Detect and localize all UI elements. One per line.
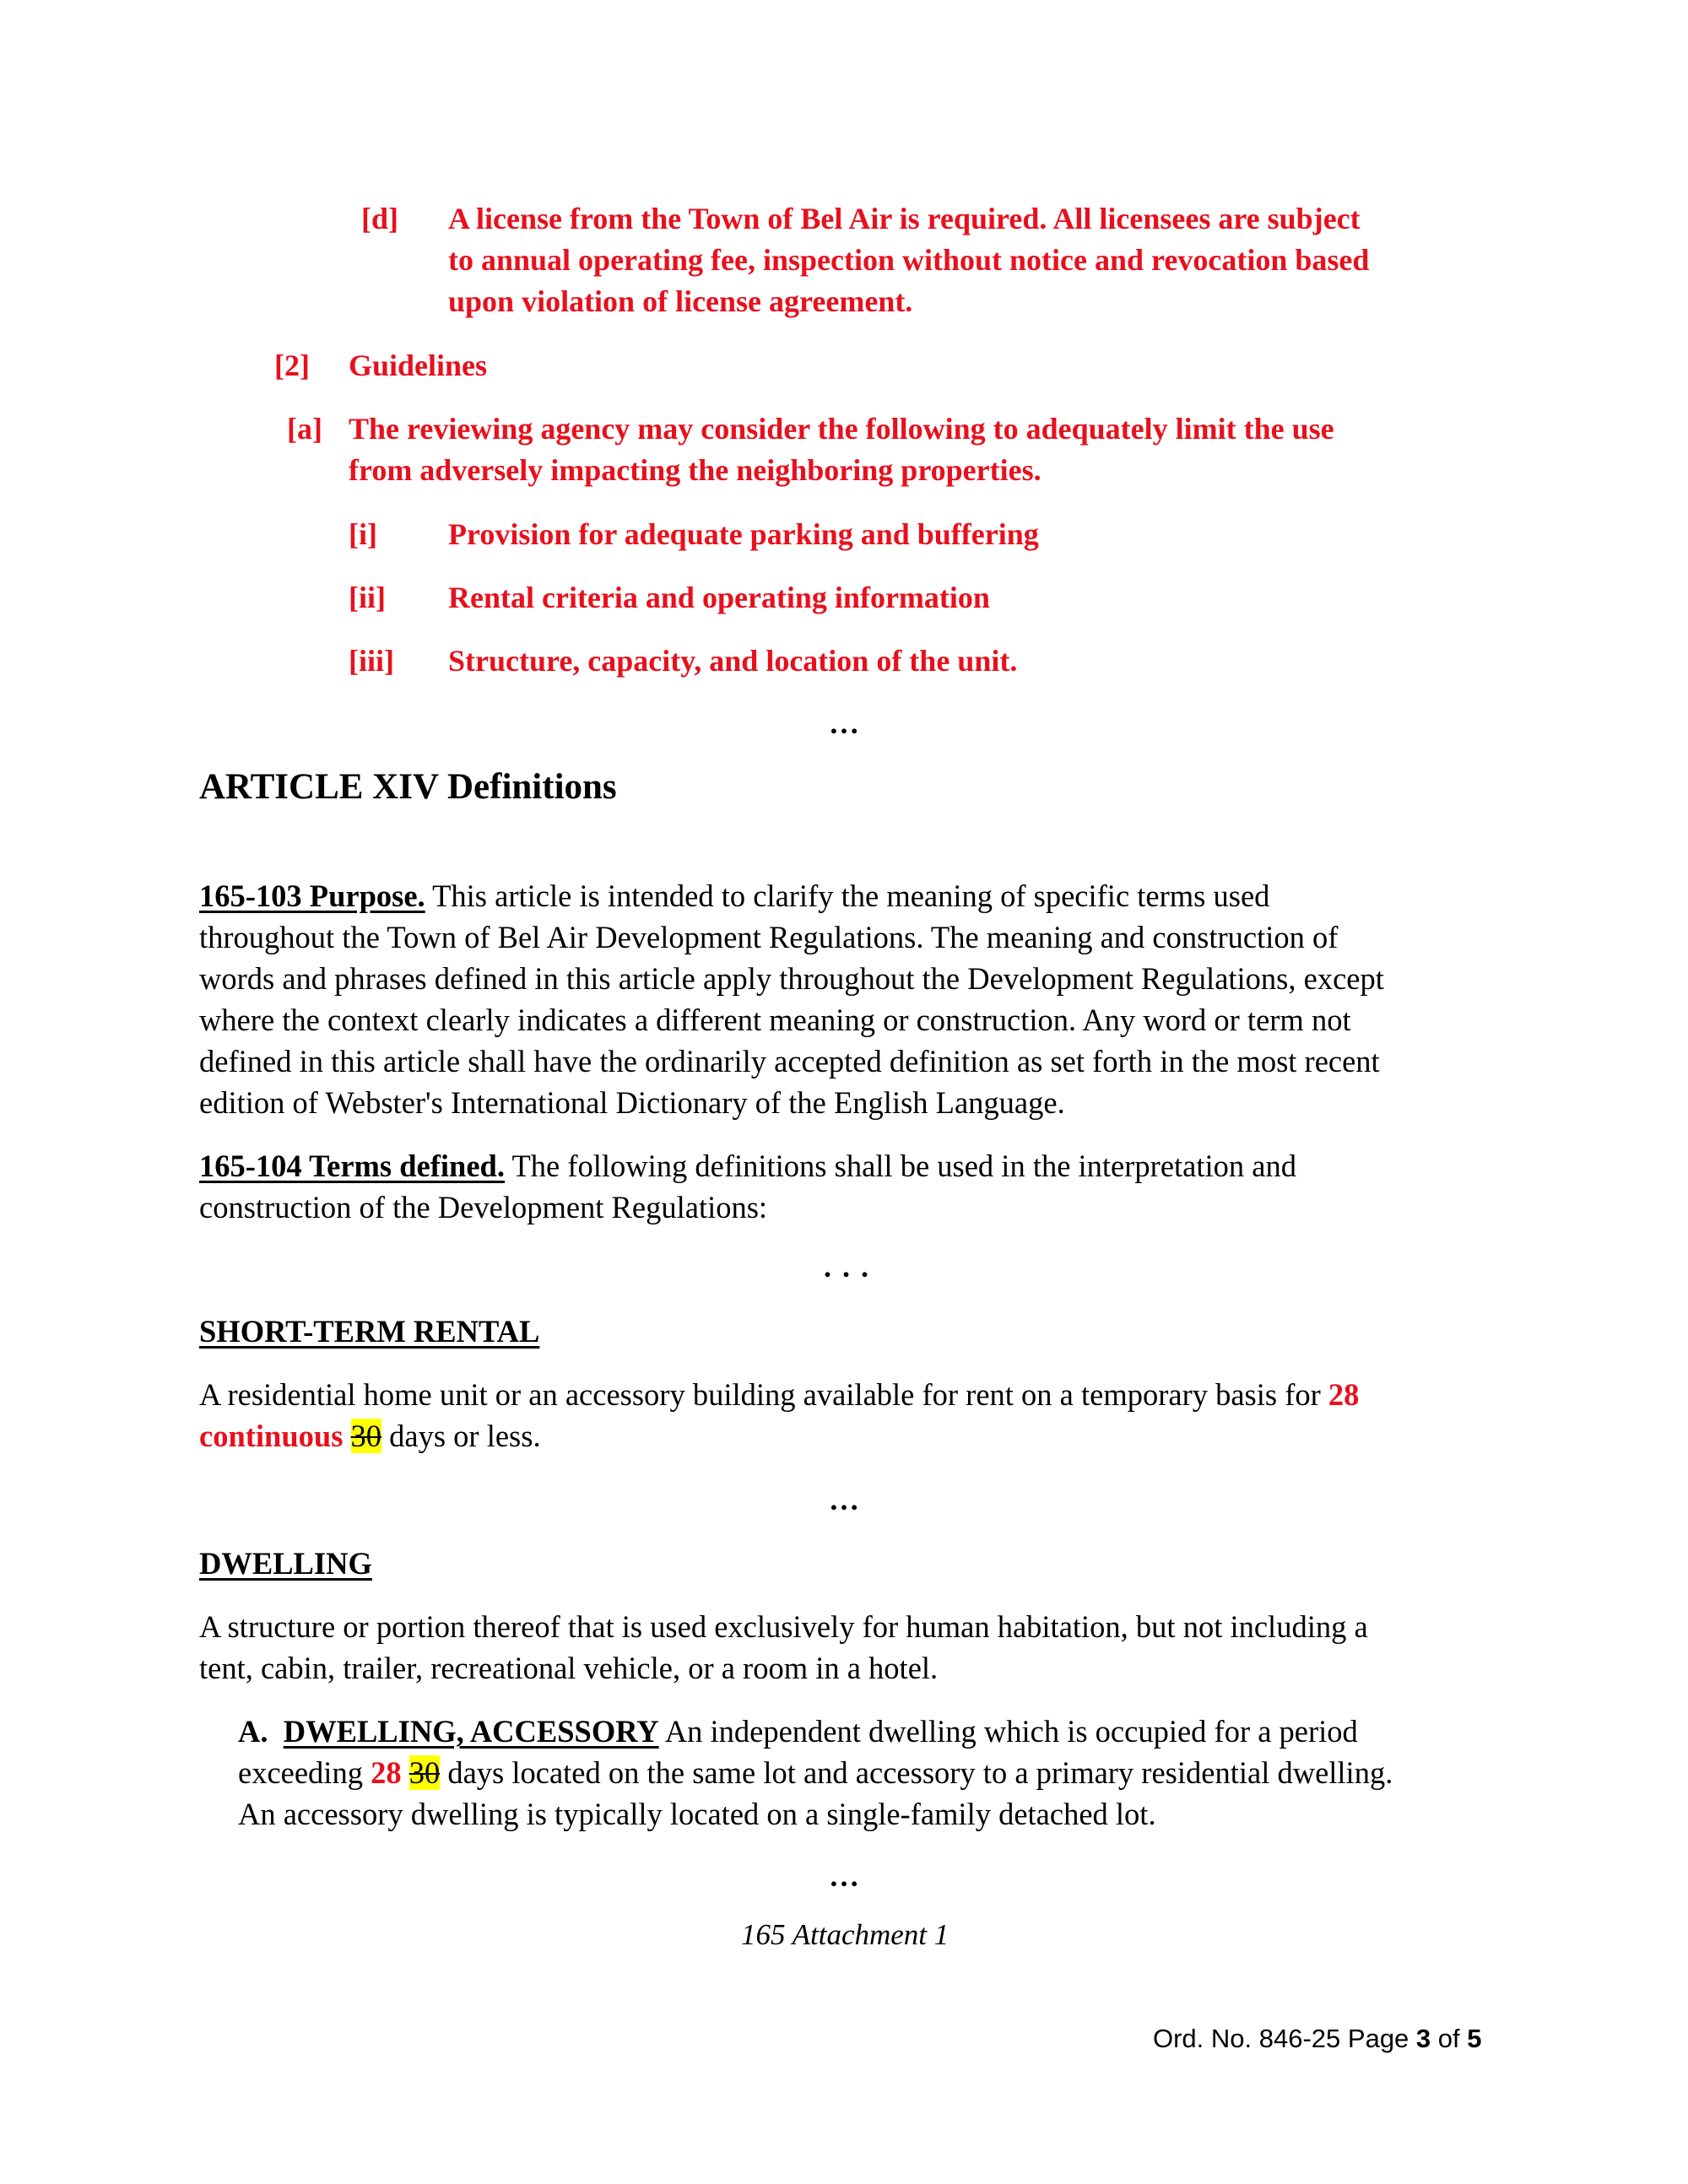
accessory-text: An independent dwelling which is occupied for a period [658,1714,1358,1749]
article-heading: ARTICLE XIV Definitions [199,767,617,807]
ellipsis: … [829,1859,861,1893]
short-term-rental-inserted-word: continuous [199,1419,344,1453]
license-item-line-2: to annual operating fee, inspection without notice and revocation based [448,243,1370,277]
guidelines-title: Guidelines [349,349,488,382]
guideline-item-marker: [ii] [349,581,386,614]
ord-prefix: Ord. No. 846-25 Page [1153,2024,1416,2053]
guideline-item-marker: [iii] [349,644,394,678]
guideline-item-text: Rental criteria and operating information [448,581,990,614]
accessory-struck-value: 30 [408,1755,441,1790]
accessory-text-start: exceeding [238,1755,371,1790]
terms-paragraph-line-1 [199,1145,1296,1187]
accessory-marker: A. [238,1714,268,1749]
purpose-line: where the context clearly indicates a different meaning or construction. Any word or term not [199,1003,1351,1037]
page-of: of [1431,2024,1468,2053]
terms-line: construction of the Development Regulations: [199,1190,768,1224]
ellipsis: … [829,1483,861,1516]
guideline-a-line-2: from adversely impacting the neighboring properties. [349,453,1041,487]
license-item-line-3: upon violation of license agreement. [448,284,913,318]
short-term-rental-text: A residential home unit or an accessory building available for rent on a temporary basis for [199,1377,1328,1412]
guideline-a-line-1: The reviewing agency may consider the following to adequately limit the use [349,412,1334,446]
attachment-footer: 165 Attachment 1 [741,1918,950,1951]
terms-section-label: 165-104 Terms defined. [199,1149,505,1183]
short-term-rental-new-value: 28 [1328,1377,1360,1412]
purpose-line: throughout the Town of Bel Air Development Regulations. The meaning and construction of [199,920,1339,954]
purpose-line: words and phrases defined in this article apply throughout the Development Regulations, except [199,961,1384,996]
dwelling-title: DWELLING [199,1546,372,1581]
dwelling-line: tent, cabin, trailer, recreational vehicle, or a room in a hotel. [199,1651,939,1685]
accessory-new-value: 28 [371,1755,402,1790]
page-number [1153,2024,1482,2054]
short-term-rental-struck-value: 30 [350,1419,382,1453]
guideline-item-text: Provision for adequate parking and buffering [448,517,1039,551]
purpose-section-label: 165-103 Purpose. [199,878,425,913]
terms-text: The following definitions shall be used in the interpretation and [504,1149,1296,1183]
accessory-term: DWELLING, ACCESSORY [283,1714,659,1749]
accessory-line-1 [238,1711,1358,1752]
short-term-rental-text-end: days or less. [381,1419,541,1453]
purpose-line: edition of Webster's International Dictionary of the English Language. [199,1085,1065,1120]
ellipsis: . . . [824,1250,870,1284]
total-pages: 5 [1467,2024,1482,2053]
license-item-line-1: A license from the Town of Bel Air is required. All licensees are subject [448,202,1361,235]
ellipsis: … [829,706,861,740]
guideline-item-marker: [i] [349,517,377,551]
accessory-text-end: days located on the same lot and accessory to a primary residential dwelling. [440,1755,1393,1790]
short-term-rental-line-2 [199,1415,541,1457]
accessory-line-3: An accessory dwelling is typically located on a single-family detached lot. [238,1797,1156,1831]
dwelling-line: A structure or portion thereof that is used exclusively for human habitation, but not including a [199,1609,1368,1644]
guideline-item-text: Structure, capacity, and location of the unit. [448,644,1018,678]
short-term-rental-line-1 [199,1374,1359,1415]
purpose-text: This article is intended to clarify the meaning of specific terms used [425,878,1270,913]
purpose-line: defined in this article shall have the ordinarily accepted definition as set forth in the most recent [199,1044,1380,1078]
guidelines-marker: [2] [274,349,310,382]
license-item-marker: [d] [361,202,398,235]
current-page: 3 [1415,2024,1431,2053]
purpose-paragraph-line-1 [199,875,1269,916]
accessory-line-2 [238,1752,1393,1793]
guideline-a-marker: [a] [287,412,322,446]
short-term-rental-title: SHORT-TERM RENTAL [199,1314,540,1349]
